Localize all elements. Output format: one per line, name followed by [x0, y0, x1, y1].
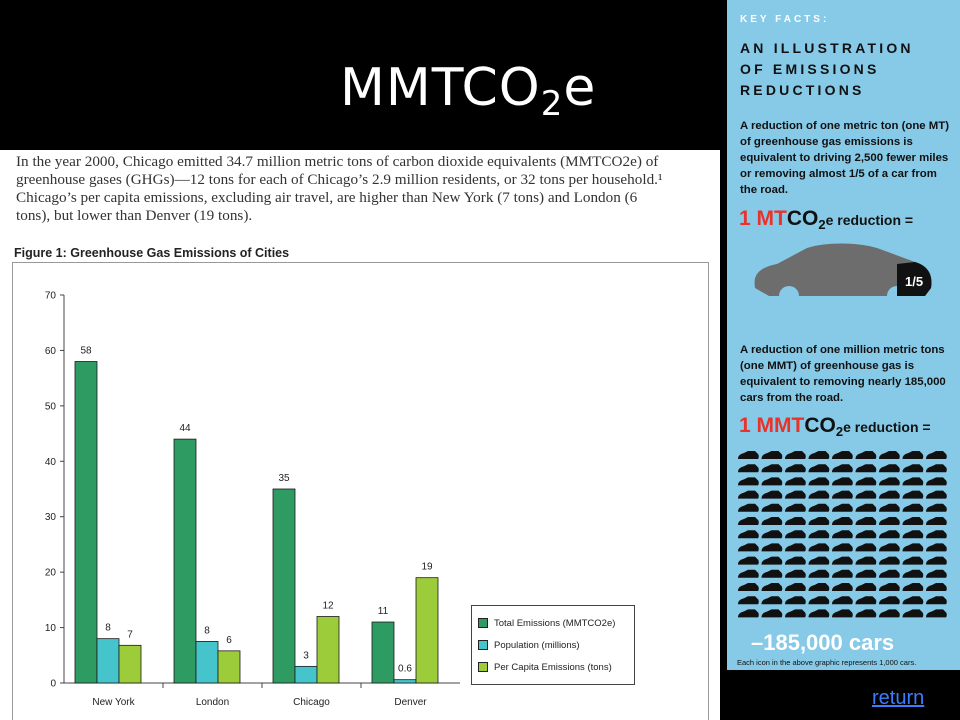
car-icon	[903, 477, 924, 485]
reduction-million-metric-ton: 1 $MMTCO_2e$ reduction =	[739, 414, 931, 439]
bar	[416, 578, 438, 683]
car-icon	[903, 543, 924, 551]
car-icon	[785, 451, 806, 459]
car-wheel-icon	[779, 286, 799, 306]
y-tick-label: 40	[44, 456, 56, 468]
data-label: 58	[80, 345, 92, 357]
car-icon	[762, 557, 783, 565]
slide-title: $MMTCO_2e$	[340, 58, 597, 124]
car-icon	[879, 609, 900, 617]
car-icon	[785, 570, 806, 578]
facts-heading	[740, 38, 955, 101]
car-icon	[738, 504, 759, 512]
car-icon	[738, 543, 759, 551]
car-icon	[856, 504, 877, 512]
reduction-metric-ton: 1 $MTCO_2e$ reduction =	[739, 207, 914, 232]
car-icon	[762, 596, 783, 604]
car-icon	[785, 464, 806, 472]
car-icon	[856, 530, 877, 538]
bar	[97, 639, 119, 683]
car-icon	[809, 570, 830, 578]
legend-item	[478, 612, 628, 634]
car-icon	[903, 451, 924, 459]
car-icon	[879, 451, 900, 459]
car-icon	[856, 491, 877, 499]
return-link[interactable]: return	[872, 687, 925, 709]
car-icon	[762, 464, 783, 472]
category-label: Denver	[394, 697, 427, 708]
car-icon	[879, 557, 900, 565]
car-icon	[762, 491, 783, 499]
car-icon	[903, 557, 924, 565]
car-icon	[809, 557, 830, 565]
car-icon	[785, 530, 806, 538]
car-icon	[926, 504, 947, 512]
chart-frame	[12, 262, 709, 720]
data-label: 11	[377, 606, 389, 618]
data-label: 12	[322, 600, 334, 612]
figure-caption: Figure 1: Greenhouse Gas Emissions of Cities	[14, 246, 290, 260]
car-icon	[762, 517, 783, 525]
car-icon	[809, 491, 830, 499]
car-icon	[856, 543, 877, 551]
car-icon	[762, 570, 783, 578]
car-icon	[832, 451, 853, 459]
car-icon	[856, 517, 877, 525]
data-label: 44	[179, 423, 191, 435]
car-icon	[809, 451, 830, 459]
car-icon	[926, 609, 947, 617]
legend-swatch	[478, 662, 488, 672]
car-icon	[738, 517, 759, 525]
car-icon	[903, 517, 924, 525]
car-icon	[738, 609, 759, 617]
car-icon	[762, 543, 783, 551]
car-icon	[926, 557, 947, 565]
intro-line: greenhouse gases (GHGs)—12 tons for each of Chicago’s 2.9 million residents, or 32 tons per household.¹	[16, 171, 663, 188]
car-fraction-label: 1/5	[905, 274, 924, 289]
car-icon	[856, 570, 877, 578]
car-icon	[738, 570, 759, 578]
car-icon	[879, 583, 900, 591]
car-icon	[832, 477, 853, 485]
car-icon	[926, 464, 947, 472]
car-icon	[832, 583, 853, 591]
category-label: New York	[92, 697, 135, 708]
car-icon	[903, 583, 924, 591]
car-icon	[785, 517, 806, 525]
y-tick-label: 10	[44, 623, 56, 635]
car-icon	[903, 530, 924, 538]
bar	[218, 651, 240, 683]
car-icon	[832, 464, 853, 472]
data-label: 19	[421, 561, 433, 573]
car-icon-grid	[737, 450, 952, 628]
car-icon	[832, 517, 853, 525]
car-icon	[738, 583, 759, 591]
key-facts-panel	[727, 0, 960, 670]
y-tick-label: 30	[44, 512, 56, 524]
facts-heading-line: OF EMISSIONS	[740, 61, 880, 77]
car-icon	[856, 451, 877, 459]
car-icon	[762, 477, 783, 485]
car-icon	[856, 557, 877, 565]
car-icon	[926, 451, 947, 459]
chart-legend	[471, 605, 635, 685]
bar	[75, 362, 97, 683]
legend-swatch	[478, 618, 488, 628]
car-icon	[762, 504, 783, 512]
document-panel	[0, 150, 720, 720]
car-icon	[738, 451, 759, 459]
y-tick-label: 50	[44, 401, 56, 413]
car-icon	[856, 596, 877, 604]
y-tick-label: 70	[44, 290, 56, 302]
car-icon	[762, 451, 783, 459]
intro-line: In the year 2000, Chicago emitted 34.7 million metric tons of carbon dioxide equivalents (MMTCO2e) of	[16, 153, 659, 170]
car-icon	[738, 464, 759, 472]
car-icon	[879, 570, 900, 578]
car-icon	[785, 609, 806, 617]
car-icon	[738, 491, 759, 499]
facts-footnote: Each icon in the above graphic represents 1,000 cars.	[737, 658, 917, 667]
car-icon	[926, 517, 947, 525]
car-icon	[809, 596, 830, 604]
legend-item	[478, 656, 628, 678]
car-icon	[903, 596, 924, 604]
car-icon	[879, 517, 900, 525]
car-icon	[926, 570, 947, 578]
facts-kicker: KEY FACTS:	[740, 14, 830, 25]
car-icon	[809, 517, 830, 525]
car-icon	[903, 570, 924, 578]
bar	[119, 645, 141, 683]
car-icon	[879, 464, 900, 472]
data-label: 6	[226, 634, 232, 646]
car-icon	[809, 609, 830, 617]
data-label: 8	[105, 622, 111, 634]
car-icon	[926, 491, 947, 499]
car-icon	[809, 583, 830, 591]
car-icon	[903, 504, 924, 512]
facts-heading-line: AN ILLUSTRATION	[740, 40, 914, 56]
y-tick-label: 0	[50, 678, 56, 690]
intro-line: Chicago’s per capita emissions, excluding air travel, are higher than New York (7 tons) and London (6	[16, 189, 638, 206]
car-icon	[926, 543, 947, 551]
car-icon	[832, 596, 853, 604]
car-icon	[832, 530, 853, 538]
category-label: London	[195, 697, 230, 708]
data-label: 0.6	[398, 663, 412, 675]
car-icon	[832, 609, 853, 617]
car-icon	[809, 477, 830, 485]
cars-total: –185,000 cars	[751, 630, 895, 655]
legend-swatch	[478, 640, 488, 650]
car-icon	[809, 543, 830, 551]
legend-label: Total Emissions (MMTCO2e)	[494, 617, 616, 629]
car-icon	[879, 596, 900, 604]
car-icon	[879, 530, 900, 538]
bar	[317, 616, 339, 683]
y-tick-label: 60	[44, 345, 56, 357]
car-icon	[832, 491, 853, 499]
fact-metric-ton: A reduction of one metric ton (one MT) of greenhouse gas emissions is equivalent to driving 2,500 fewer miles or removing almost 1/5 of a car from the road.	[740, 120, 950, 196]
car-icon	[809, 530, 830, 538]
car-icon	[903, 464, 924, 472]
car-icon	[926, 583, 947, 591]
data-label: 7	[127, 629, 133, 641]
car-icon	[856, 583, 877, 591]
car-icon	[903, 491, 924, 499]
car-icon	[926, 596, 947, 604]
legend-item	[478, 634, 628, 656]
facts-heading-line: REDUCTIONS	[740, 82, 865, 98]
car-icon	[785, 504, 806, 512]
car-icon	[926, 530, 947, 538]
bar	[196, 641, 218, 683]
fact-million-metric-ton: A reduction of one million metric tons (one MMT) of greenhouse gas is equivalent to removing nearly 185,000 cars from the road.	[740, 344, 946, 404]
car-icon	[762, 583, 783, 591]
car-icon	[809, 464, 830, 472]
car-icon	[762, 609, 783, 617]
car-icon	[809, 504, 830, 512]
car-fraction-graphic	[747, 240, 947, 312]
car-icon	[785, 583, 806, 591]
intro-paragraph	[16, 153, 711, 225]
car-icon	[832, 543, 853, 551]
car-icon	[879, 491, 900, 499]
car-icon	[926, 477, 947, 485]
car-icon	[738, 477, 759, 485]
data-label: 3	[303, 650, 309, 662]
bar	[394, 680, 416, 683]
car-icon	[856, 609, 877, 617]
car-icon	[762, 530, 783, 538]
bar	[295, 666, 317, 683]
car-icon	[785, 557, 806, 565]
car-icon	[856, 477, 877, 485]
car-icon	[738, 596, 759, 604]
car-icon	[856, 464, 877, 472]
car-icon	[879, 504, 900, 512]
y-tick-label: 20	[44, 567, 56, 579]
bar	[273, 489, 295, 683]
car-icon	[903, 609, 924, 617]
car-icon	[832, 570, 853, 578]
car-icon	[832, 504, 853, 512]
car-icon	[785, 491, 806, 499]
data-label: 35	[278, 473, 290, 484]
legend-label: Population (millions)	[494, 639, 580, 651]
category-label: Chicago	[293, 697, 330, 708]
bar	[372, 622, 394, 683]
intro-line: tons), but lower than Denver (19 tons).	[16, 207, 253, 224]
car-icon	[832, 557, 853, 565]
car-icon	[738, 530, 759, 538]
data-label: 8	[204, 625, 210, 637]
legend-label: Per Capita Emissions (tons)	[494, 661, 612, 673]
bar	[174, 439, 196, 683]
car-icon	[879, 543, 900, 551]
car-icon	[738, 557, 759, 565]
car-icon	[785, 596, 806, 604]
car-icon	[785, 543, 806, 551]
car-icon	[879, 477, 900, 485]
car-icon	[785, 477, 806, 485]
